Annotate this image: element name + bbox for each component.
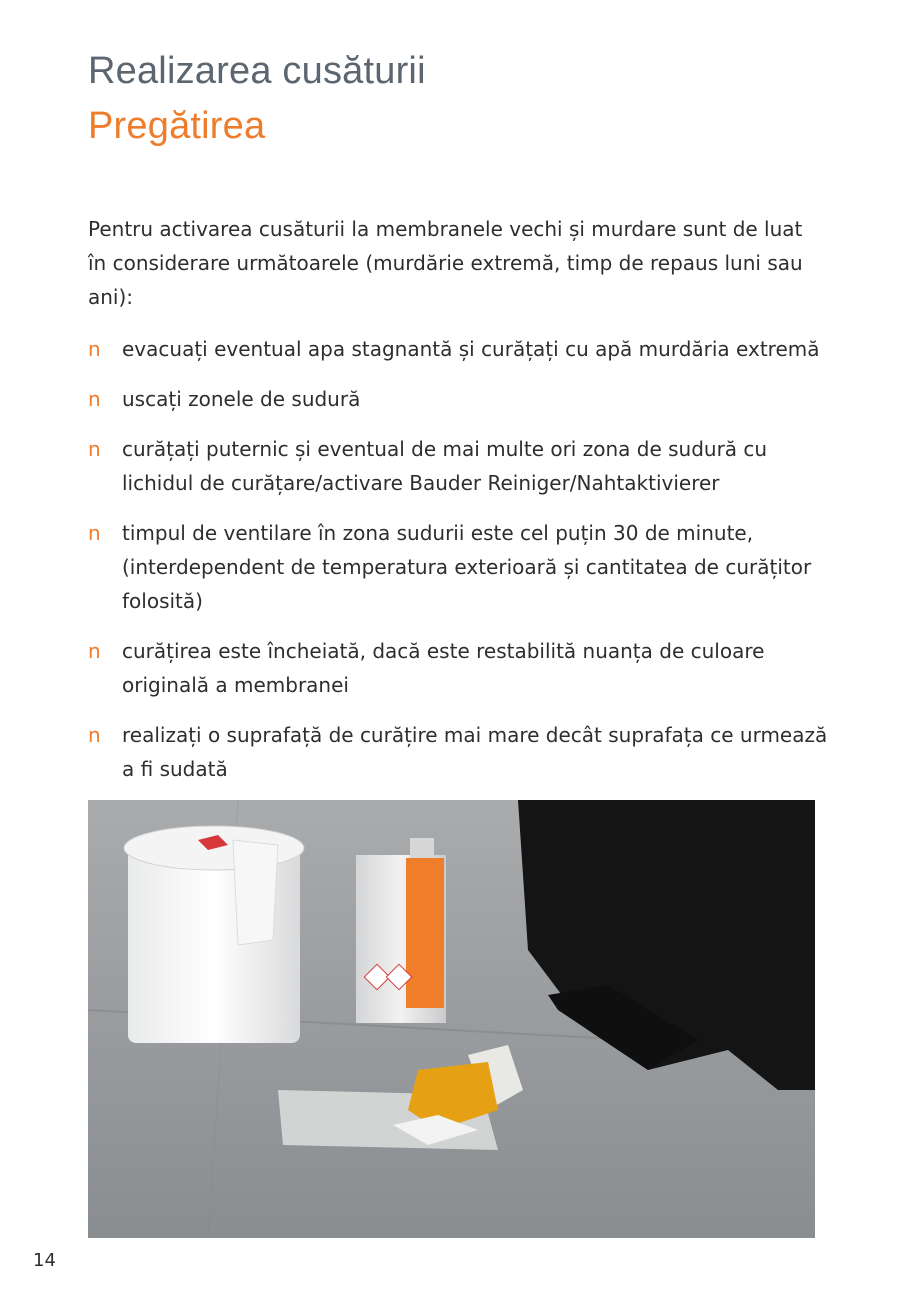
page-title: Realizarea cusăturii: [88, 50, 426, 92]
bullet-marker-icon: n: [88, 639, 101, 663]
list-item: [88, 382, 828, 416]
bullet-marker-icon: n: [88, 337, 101, 361]
list-item-text: realizați o suprafață de curățire mai mare decât suprafața ce urmează a fi sudată: [122, 723, 828, 781]
list-item: [88, 332, 828, 366]
list-item: [88, 432, 828, 500]
list-item-text: curățirea este încheiată, dacă este restabilită nuanța de culoare originală a membranei: [122, 639, 765, 697]
list-item-text: timpul de ventilare în zona sudurii este cel puțin 30 de minute, (interdependent de temperatura exterioară și cantitatea de curățitor folosită): [122, 521, 812, 613]
bullet-marker-icon: n: [88, 387, 101, 411]
instruction-list: [88, 332, 828, 802]
list-item-text: uscați zonele de sudură: [122, 387, 361, 411]
cleaner-can-image: [356, 838, 446, 1023]
bucket-image: [124, 826, 304, 1043]
bullet-marker-icon: n: [88, 723, 101, 747]
cleaning-photo: [88, 800, 815, 1238]
page-number: 14: [33, 1250, 56, 1271]
list-item: [88, 718, 828, 786]
section-subtitle: Pregătirea: [88, 105, 266, 147]
list-item: [88, 634, 828, 702]
list-item-text: curățați puternic și eventual de mai multe ori zona de sudură cu lichidul de curățare/activare Bauder Reiniger/Nahtaktivierer: [122, 437, 768, 495]
bullet-marker-icon: n: [88, 521, 101, 545]
intro-paragraph: Pentru activarea cusăturii la membranele vechi și murdare sunt de luat în considerare următoarele (murdărie extremă, timp de repaus luni sau ani):: [88, 217, 803, 309]
list-item-text: evacuați eventual apa stagnantă și curățați cu apă murdăria extremă: [122, 337, 820, 361]
bullet-marker-icon: n: [88, 437, 101, 461]
list-item: [88, 516, 828, 618]
